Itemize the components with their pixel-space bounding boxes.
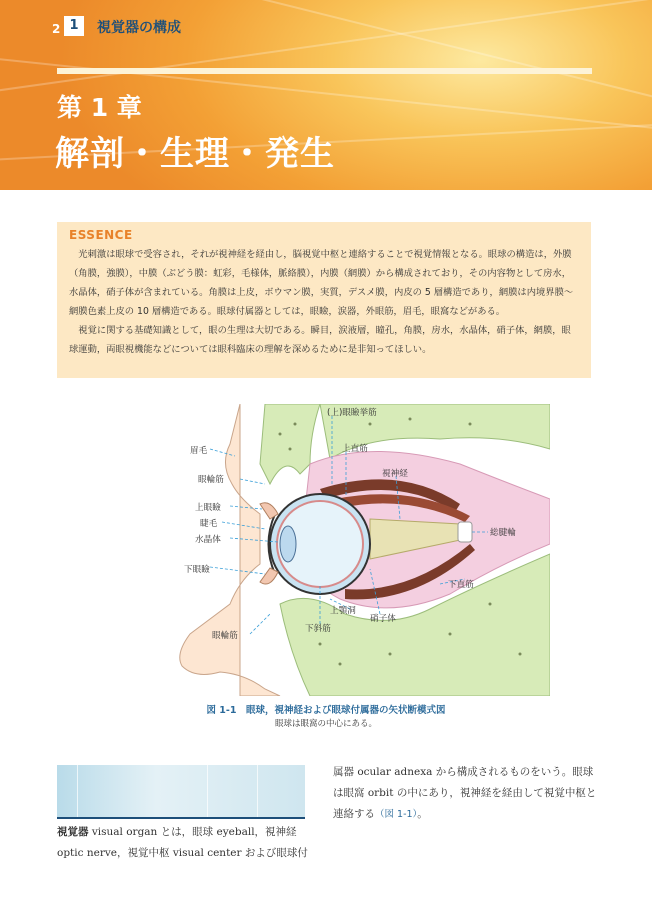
essence-title: ESSENCE — [69, 228, 133, 242]
body-text-left — [57, 822, 312, 864]
banner-rule — [57, 68, 592, 74]
label-eyelash: 睫毛 — [200, 519, 218, 529]
essence-box — [57, 222, 591, 378]
body-text-right-end: 。 — [417, 808, 428, 820]
body-text-right-content: 属器 ocular adnexa から構成されるものをいう。眼球は眼窩 orbit の中にあり，視神経を経由して視覚中枢と連絡する — [333, 766, 597, 820]
body-text-right — [333, 762, 599, 825]
label-maxillary-sinus: 上顎洞 — [330, 606, 356, 616]
section-title: 視覚器の構成 — [97, 20, 181, 36]
label-lens: 水晶体 — [195, 535, 221, 545]
section-heading — [57, 765, 305, 817]
label-eyebrow: 眉毛 — [190, 446, 208, 456]
chapter-title: 解剖・生理・発生 — [55, 134, 335, 174]
essence-paragraph: 光刺激は眼球で受容され，それが視神経を経由し，脳視覚中枢と連絡することで視覚情報となる。眼球の構造は，外膜（角膜，強膜），中膜（ぶどう膜：虹彩，毛様体，脈絡膜），内膜（網膜）から構成されており，その内容物として房水，水晶体，硝子体が含まれている。角膜は上皮，ボウマン膜，実質，デスメ膜，内皮の 5 層構造であり，網膜は内境界膜〜網膜色素上皮の 10 層構造である。眼球付属器としては，眼瞼，涙器，外眼筋，眉毛，眼窩などがある。 — [69, 249, 574, 317]
section-number: 1 — [64, 16, 84, 36]
figure-caption: 図 1-1 眼球，視神経および眼球付属器の矢状断模式図 — [206, 705, 446, 716]
label-inferior-rectus: 下直筋 — [448, 580, 474, 590]
essence-paragraph: 視覚に関する基礎知識として，眼の生理は大切である。瞬目，涙液層，瞳孔，角膜，房水，水晶体，硝子体，網膜，眼球運動，両眼視機能などについては眼科臨床の理解を深めるために是非知ってほしい。 — [69, 325, 571, 355]
figure-subcaption: 眼球は眼窩の中心にある。 — [274, 719, 377, 729]
body-text-left-content: visual organ とは，眼球 eyeball，視神経 optic nerve，視覚中枢 visual center および眼球付 — [57, 826, 308, 859]
label-levator: (上)眼瞼挙筋 — [327, 408, 377, 418]
essence-body — [69, 245, 579, 359]
label-inferior-oblique: 下斜筋 — [305, 624, 331, 634]
label-optic-nerve: 視神経 — [382, 469, 408, 479]
figure-reference-link[interactable]: （図 1-1） — [375, 809, 418, 820]
term-visual-organ: 視覚器 — [57, 826, 89, 838]
page-number: 2 — [52, 22, 61, 36]
section-underline — [57, 817, 305, 819]
chapter-number: 第 1 章 — [57, 93, 142, 122]
label-superior-rectus: 上直筋 — [342, 444, 368, 454]
label-vitreous: 硝子体 — [370, 614, 396, 624]
label-orbicularis-lower: 眼輪筋 — [212, 631, 238, 641]
eye-sagittal-diagram — [170, 404, 550, 696]
label-lower-eyelid: 下眼瞼 — [184, 565, 210, 575]
label-orbicularis-upper: 眼輪筋 — [198, 475, 224, 485]
label-upper-eyelid: 上眼瞼 — [195, 503, 221, 513]
label-annulus: 総腱輪 — [490, 528, 516, 538]
